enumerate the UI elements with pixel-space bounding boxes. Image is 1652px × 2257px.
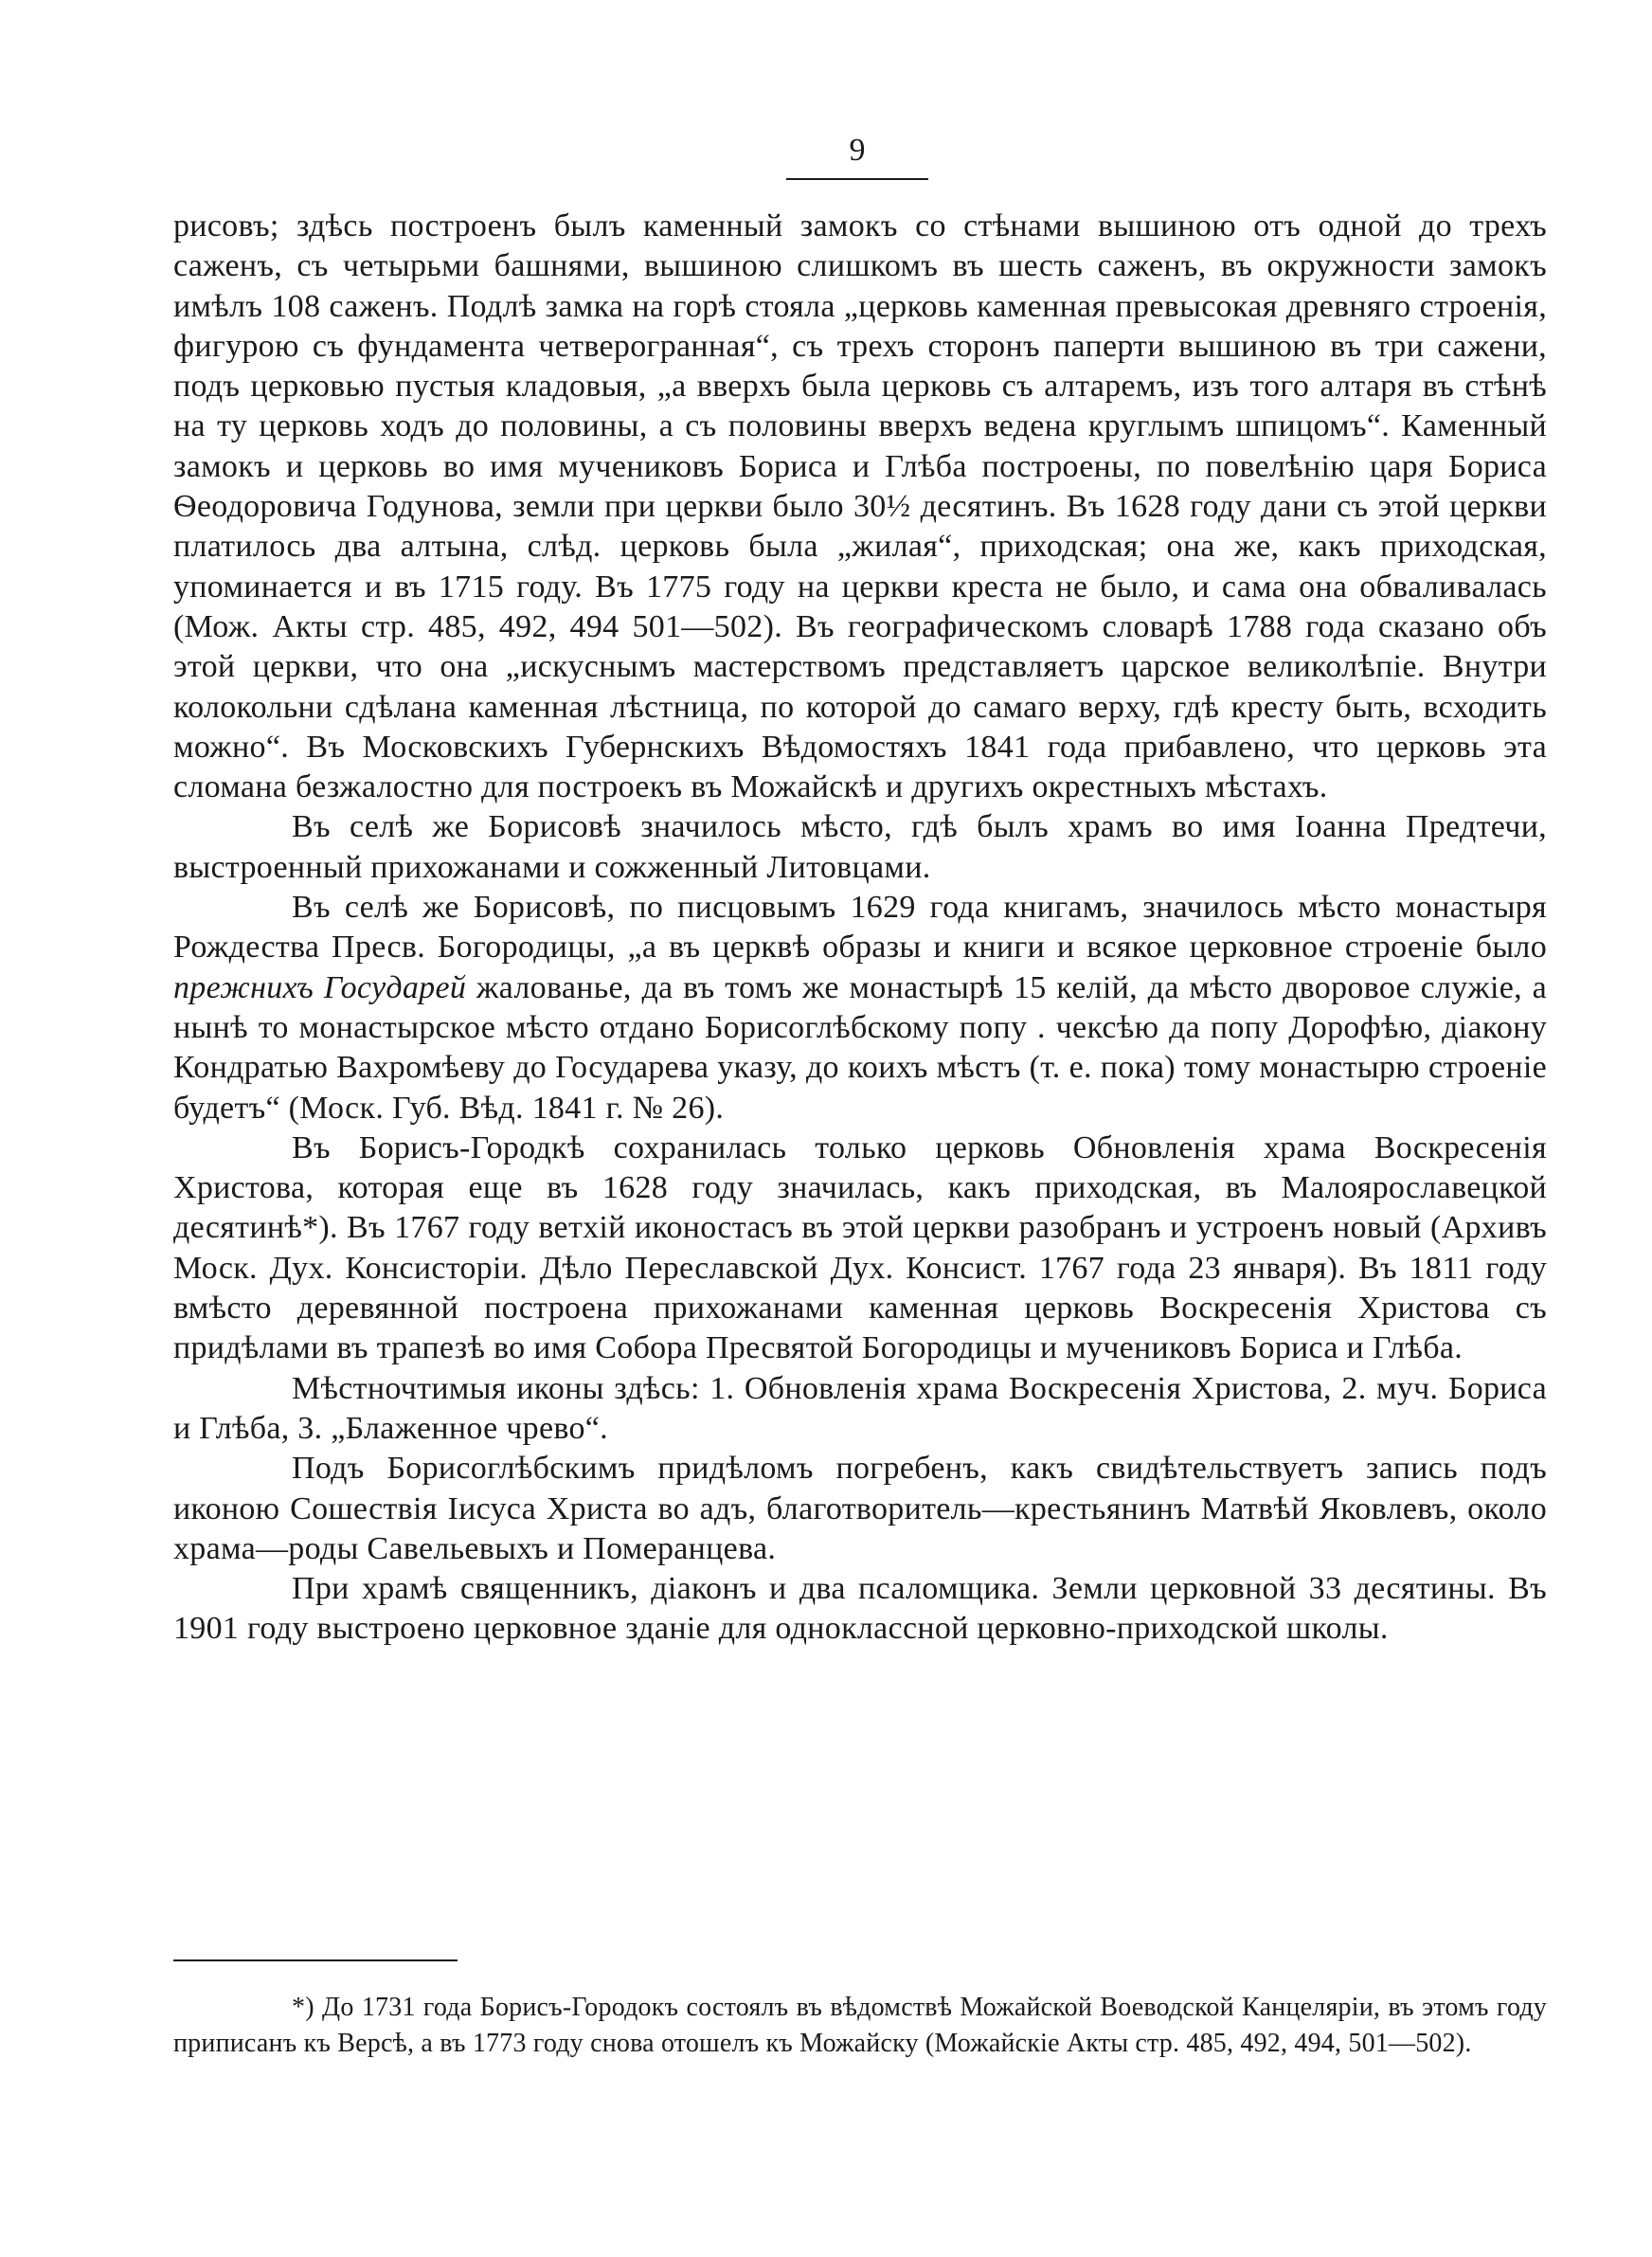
footnote: *) До 1731 года Борисъ-Городокъ состоялъ въ вѣдомствѣ Можайской Воеводской Канцеляріи, въ этомъ году приписанъ къ Версѣ, а въ 1773 году снова отошелъ къ Можайску (Можайскіе Акты стр. 485, 492, 494, 501—502). [173, 1993, 1547, 2058]
body-text [173, 207, 1547, 1650]
paragraph-6: Подъ Борисоглѣбскимъ придѣломъ погребенъ, какъ свидѣтельствуетъ запись подъ иконою Сошествія Іисуса Христа во адъ, благотворитель—крестьянинъ Матвѣй Яковлевъ, около храма—роды Савельевыхъ и Померанцева. [173, 1451, 1547, 1566]
footnote-divider [173, 1959, 458, 1961]
paragraph-3-part-2: жалованье, да въ томъ же монастырѣ 15 келій, да мѣсто дворовое служіе, а нынѣ то монастырское мѣсто отдано Борисоглѣбскому попу . чексѣю да попу Дорофѣю, діакону Кондратью Вахромѣеву до Государева указу, до коихъ мѣстъ (т. е. пока) тому монастырю строеніе будетъ“ (Моск. Губ. Вѣд. 1841 г. № 26). [173, 969, 1547, 1126]
paragraph-3 [173, 888, 1547, 1128]
paragraph-7: При храмѣ священникъ, діаконъ и два псаломщика. Земли церковной 33 десятины. Въ 1901 году выстроено церковное зданіе для одноклассной церковно-приходской школы. [173, 1571, 1547, 1647]
paragraph-3-italic: прежнихъ Государей [173, 969, 467, 1005]
page-number: 9 [786, 133, 928, 180]
paragraph-3-part-1: Въ селѣ же Борисовѣ, по писцовымъ 1629 года книгамъ, значилось мѣсто монастыря Рождества Пресв. Богородицы, „а въ церквѣ образы и книги и всякое церковное строеніе было [173, 890, 1547, 966]
paragraph-5: Мѣстночтимыя иконы здѣсь: 1. Обновленія храма Воскресенія Христова, 2. муч. Бориса и Глѣба, 3. „Блаженное чрево“. [173, 1370, 1547, 1446]
paragraph-4: Въ Борисъ-Городкѣ сохранилась только церковь Обновленія храма Воскресенія Христова, которая еще въ 1628 году значилась, какъ приходская, въ Малоярославецкой десятинѣ*). Въ 1767 году ветхій иконостасъ въ этой церкви разобранъ и устроенъ новый (Архивъ Моск. Дух. Консисторіи. Дѣло Переславской Дух. Консист. 1767 года 23 января). Въ 1811 году вмѣсто деревянной построена прихожанами каменная церковь Воскресенія Христова съ придѣлами въ трапезѣ во имя Собора Пресвятой Богородицы и мучениковъ Бориса и Глѣба. [173, 1129, 1547, 1366]
paragraph-1: рисовъ; здѣсь построенъ былъ каменный замокъ со стѣнами вышиною отъ одной до трехъ саженъ, съ четырьми башнями, вышиною слишкомъ въ шесть саженъ, въ окружности замокъ имѣлъ 108 саженъ. Подлѣ замка на горѣ стояла „церковь каменная превысокая древняго строенія, фигурою съ фундамента четверогранная“, съ трехъ сторонъ паперти вышиною въ три сажени, подъ церковью пустыя кладовыя, „а вверхъ была церковь съ алтаремъ, изъ того алтаря въ стѣнѣ на ту церковь ходъ до половины, а съ половины вверхъ ведена круглымъ шпицомъ“. Каменный замокъ и церковь во имя мучениковъ Бориса и Глѣба построены, по повелѣнію царя Бориса Ѳеодоровича Годунова, земли при церкви было 30½ десятинъ. Въ 1628 году дани съ этой церкви платилось два алтына, слѣд. церковь была „жилая“, приходская; она же, какъ приходская, упоминается и въ 1715 году. Въ 1775 году на церкви креста не было, и сама она обваливалась (Мож. Акты стр. 485, 492, 494 501—502). Въ географическомъ словарѣ 1788 года сказано объ этой церкви, что она „искуснымъ мастерствомъ представляетъ царское великолѣпіе. Внутри колокольни сдѣлана каменная лѣстница, по которой до самаго верху, гдѣ кресту быть, всходить можно“. Въ Московскихъ Губернскихъ Вѣдомостяхъ 1841 года прибавлено, что церковь эта сломана безжалостно для построекъ въ Можайскѣ и другихъ окрестныхъ мѣстахъ. [173, 208, 1547, 805]
paragraph-2: Въ селѣ же Борисовѣ значилось мѣсто, гдѣ былъ храмъ во имя Іоанна Предтечи, выстроенный прихожанами и сожженный Литовцами. [173, 809, 1547, 885]
